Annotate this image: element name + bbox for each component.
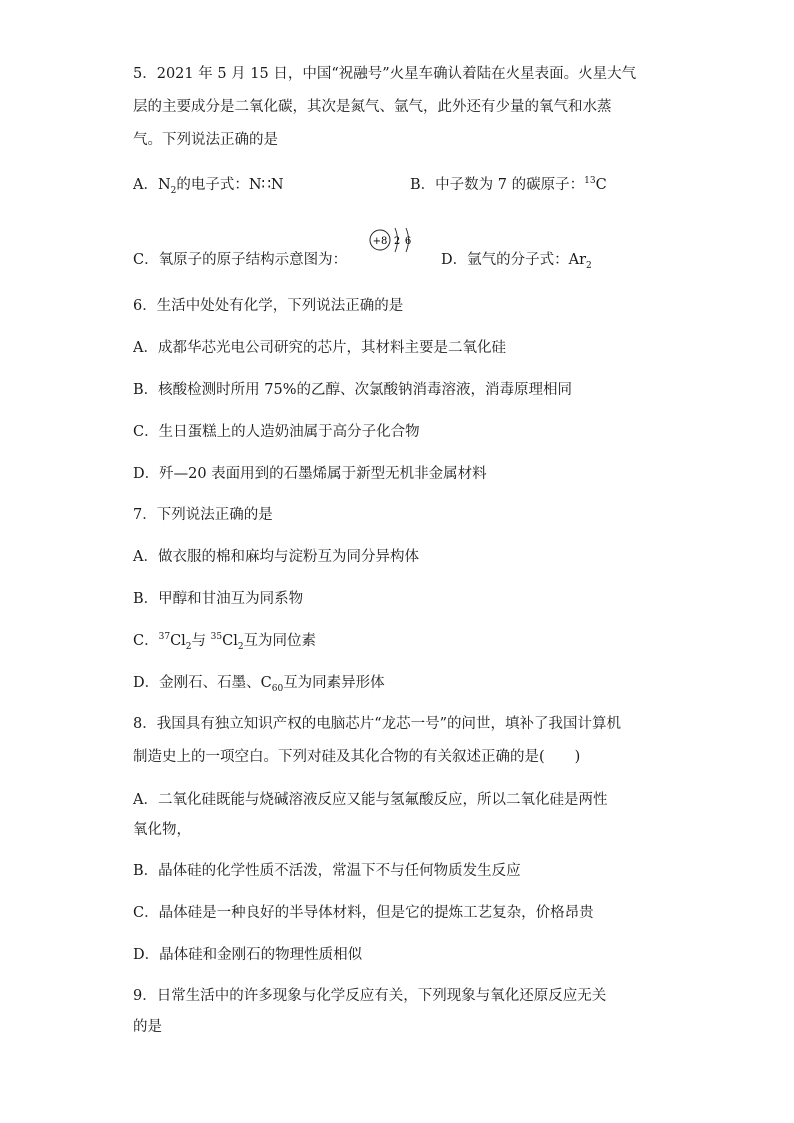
q5-options-row-1 [133,175,693,195]
q7-option-c: C．$^{37}Cl_2$与 $^{35}Cl_2$互为同位素 [133,632,317,652]
q5-option-c: C．氧原子的原子结构示意图为： [133,252,348,268]
oxygen-atom-structure-diagram [369,224,421,258]
q6-option-b: B．核酸检测时所用 75%的乙醇、次氯酸钠消毒溶液，消毒原理相同 [133,382,572,398]
q7-option-d: D．金刚石、石墨、$C_{60}$互为同素异形体 [133,675,385,694]
q9-stem-line-1: 9．日常生活中的许多现象与化学反应有关，下列现象与氧化还原反应无关 [133,988,607,1004]
q8-stem-line-1: 8．我国具有独立知识产权的电脑芯片“龙芯一号”的问世，填补了我国计算机 [133,716,622,732]
q9-stem-line-2: 的是 [133,1019,162,1035]
q5-stem-line-3: 气。下列说法正确的是 [133,132,278,148]
q5-stem-line-2: 层的主要成分是二氧化碳，其次是氮气、氩气，此外还有少量的氧气和水蒸 [133,99,612,115]
q8-option-a-line-2: 氧化物， [133,822,191,838]
q8-stem-line-2: 制造史上的一项空白。下列对硅及其化合物的有关叙述正确的是( ) [133,749,581,765]
atom-shell-2-label: 6 [404,236,412,247]
q5-stem-line-1: 5．2021 年 5 月 15 日，中国“祝融号”火星车确认着陆在火星表面。火星大气 [133,66,637,82]
q5-options-row-2 [133,236,693,271]
q7-option-a: A．做衣服的棉和麻均与淀粉互为同分异构体 [133,549,419,565]
atom-shell-1-label: 2 [393,236,401,247]
q5-option-d: D．氩气的分子式：$Ar_2$ [441,252,592,271]
q7-stem: 7．下列说法正确的是 [133,507,273,523]
q7-option-b: B．甲醇和甘油互为同系物 [133,591,304,607]
q8-option-a-line-1: A．二氧化硅既能与烧碱溶液反应又能与氢氟酸反应，所以二氧化硅是两性 [133,792,608,808]
q6-option-c: C．生日蛋糕上的人造奶油属于高分子化合物 [133,424,420,440]
q6-option-d: D．歼—20 表面用到的石墨烯属于新型无机非金属材料 [133,466,487,482]
q8-option-d: D．晶体硅和金刚石的物理性质相似 [133,947,363,963]
q6-option-a: A．成都华芯光电公司研究的芯片，其材料主要是二氧化硅 [133,340,506,356]
q5-option-a: A．$N_2$的电子式：N∷N [133,177,284,196]
q5-option-b: B．中子数为 7 的碳原子：$^{13}$C [410,176,607,193]
q6-stem: 6．生活中处处有化学，下列说法正确的是 [133,298,404,314]
atom-nucleus-label: +8 [372,236,388,247]
q8-option-b: B．晶体硅的化学性质不活泼，常温下不与任何物质发生反应 [133,863,521,879]
q8-option-c: C．晶体硅是一种良好的半导体材料，但是它的提炼工艺复杂，价格昂贵 [133,905,594,921]
